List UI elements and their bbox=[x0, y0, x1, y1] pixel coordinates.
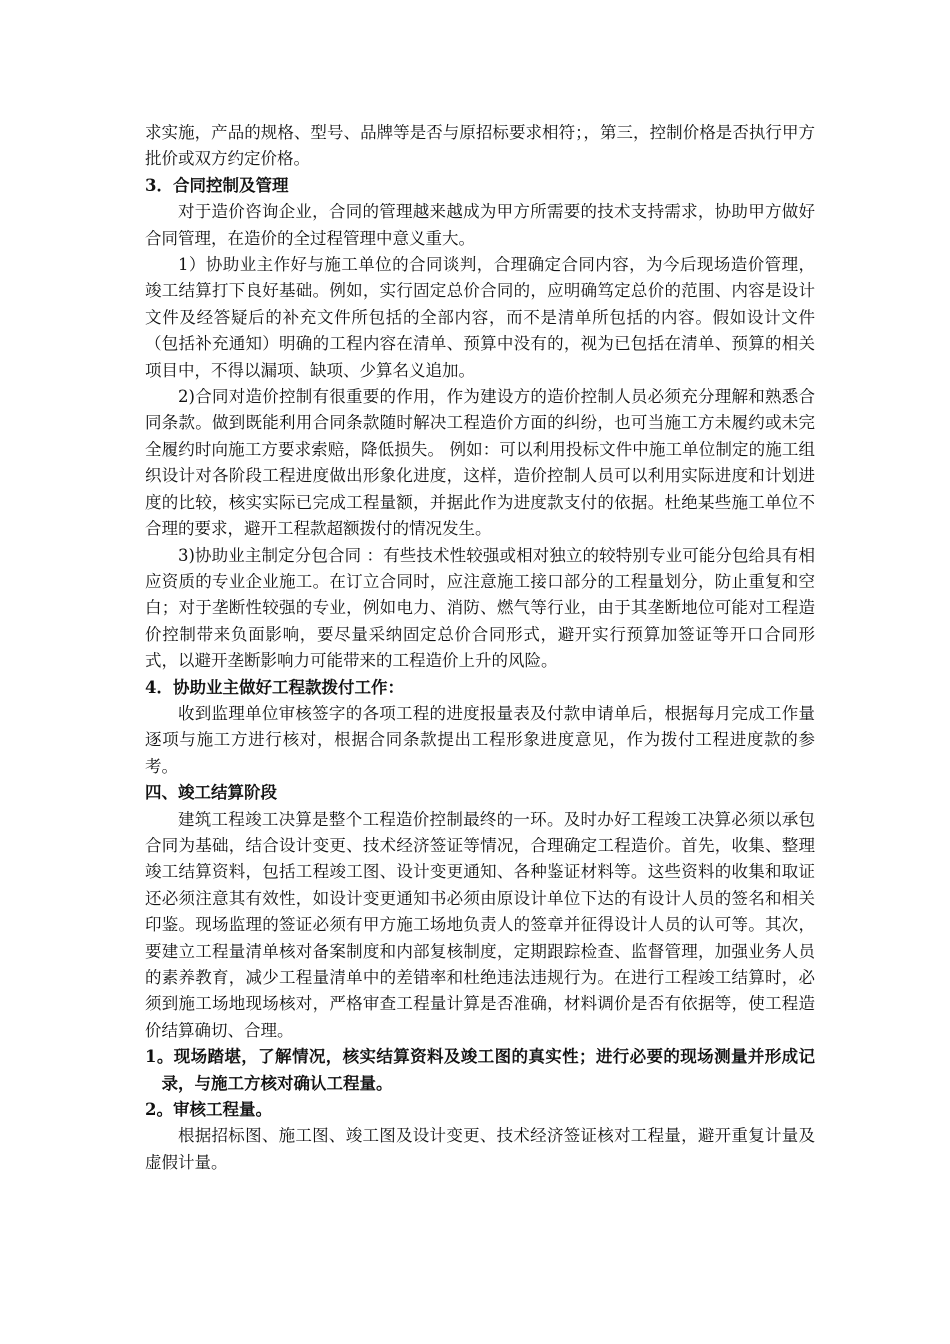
paragraph-item-2: 2)合同对造价控制有很重要的作用，作为建设方的造价控制人员必须充分理解和熟悉合同条款。做到既能利用合同条款随时解决工程造价方面的纠纷，也可当施工方未履约或未完全履约时向施工方要求索赔，降低损失。 例如：可以利用投标文件中施工单位制定的施工组织设计对各阶段工程进度做出形象化进度，这样，造价控制人员可以利用实际进度和计划进度的比较，核实实际已完成工程量额，并据此作为进度款支付的依据。杜绝某些施工单位不合理的要求，避开工程款超额拨付的情况发生。 bbox=[145, 387, 815, 539]
section-heading-contract-control: 3．合同控制及管理 bbox=[145, 175, 289, 195]
document-body bbox=[145, 120, 815, 1176]
list-item-site-survey: 1。现场踏堪，了解情况，核实结算资料及竣工图的真实性；进行必要的现场测量并形成记录，与施工方核对确认工程量。 bbox=[145, 1047, 815, 1093]
list-heading-audit-quantity: 2。审核工程量。 bbox=[145, 1100, 272, 1120]
paragraph-audit-quantity: 根据招标图、施工图、竣工图及设计变更、技术经济签证核对工程量，避开重复计量及虚假计量。 bbox=[145, 1126, 815, 1172]
section-heading-payment: 4．协助业主做好工程款拨付工作： bbox=[145, 677, 404, 697]
paragraph-item-1: 1）协助业主作好与施工单位的合同谈判，合理确定合同内容，为今后现场造价管理，竣工结算打下良好基础。例如，实行固定总价合同的，应明确笃定总价的范围、内容是设计文件及经答疑后的补充文件所包括的全部内容，而不是清单所包括的内容。假如设计文件（包括补充通知）明确的工程内容在清单、预算中没有的，视为已包括在清单、预算的相关项目中，不得以漏项、缺项、少算名义追加。 bbox=[145, 255, 815, 380]
chapter-heading-settlement: 四、竣工结算阶段 bbox=[145, 783, 277, 803]
paragraph-settlement: 建筑工程竣工决算是整个工程造价控制最终的一环。及时办好工程竣工决算必须以承包合同为基础，结合设计变更、技术经济签证等情况，合理确定工程造价。首先，收集、整理竣工结算资料，包括工程竣工图、设计变更通知、各种鉴证材料等。这些资料的收集和取证还必须注意其有效性，如设计变更通知书必须由原设计单位下达的有设计人员的签名和相关印鉴。现场监理的签证必须有甲方施工场地负责人的签章并征得设计人员的认可等。其次，要建立工程量清单核对备案制度和内部复核制度，定期跟踪检查、监督管理，加强业务人员的素养教育，减少工程量清单中的差错率和杜绝违法违规行为。在进行工程竣工结算时，必须到施工场地现场核对，严格审查工程量计算是否准确，材料调价是否有依据等，使工程造价结算确切、合理。 bbox=[145, 809, 815, 1040]
paragraph-payment: 收到监理单位审核签字的各项工程的进度报量表及付款申请单后，根据每月完成工作量逐项与施工方进行核对，根据合同条款提出工程形象进度意见，作为拨付工程进度款的参考。 bbox=[145, 703, 815, 776]
paragraph-contract-intro: 对于造价咨询企业，合同的管理越来越成为甲方所需要的技术支持需求，协助甲方做好合同管理，在造价的全过程管理中意义重大。 bbox=[145, 202, 815, 248]
paragraph-continuation: 求实施，产品的规格、型号、品牌等是否与原招标要求相符；，第三，控制价格是否执行甲方批价或双方约定价格。 bbox=[145, 123, 815, 169]
paragraph-item-3: 3)协助业主制定分包合同 ：有些技术性较强或相对独立的较特别专业可能分包给具有相应资质的专业企业施工。在订立合同时，应注意施工接口部分的工程量划分，防止重复和空白；对于垄断性较强的专业，例如电力、消防、燃气等行业，由于其垄断地位可能对工程造价控制带来负面影响，要尽量采纳固定总价合同形式，避开实行预算加签证等开口合同形式，以避开垄断影响力可能带来的工程造价上升的风险。 bbox=[145, 545, 815, 671]
